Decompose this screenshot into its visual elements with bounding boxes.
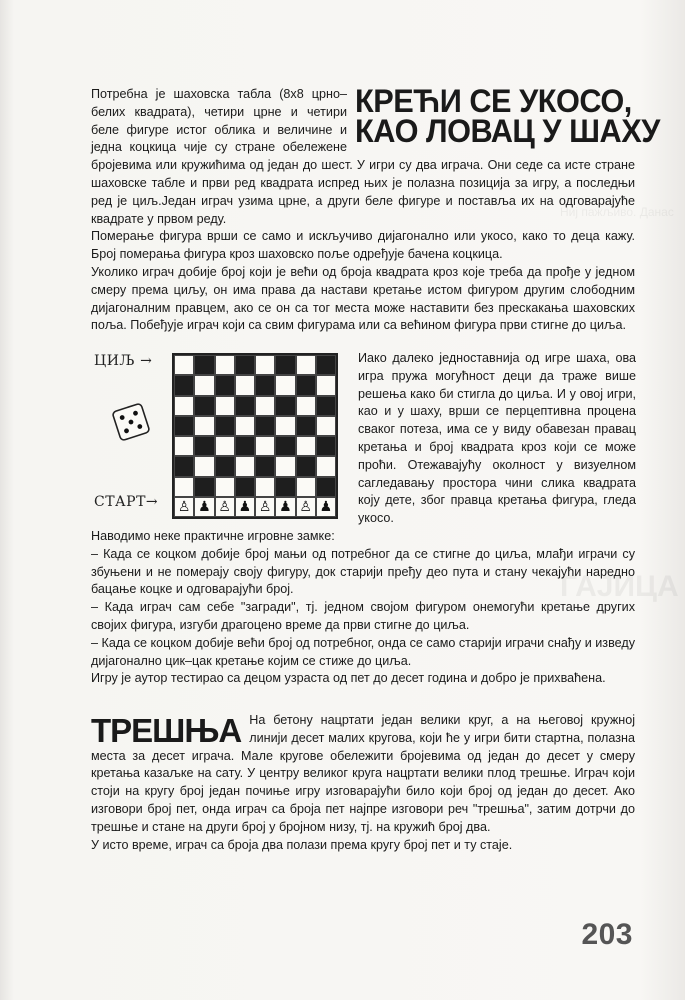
- board-square: [275, 456, 295, 476]
- board-square: [316, 456, 336, 476]
- board-square: [255, 416, 275, 436]
- commentary-paragraph: Иако далеко једноставнија од игре шаха, ова игра пружа могућност деци да траже више решења како би стигла до циља. И у овој игри, као и у шаху, врши се перцептивна процена сваког потеза, има се у виду обавезан правац кретања и број квадрата кроз који се може проћи. Отежавајућу околност у визуелном сагледавању простора чини слика квадрата коју дете, због правца кретања фигура, гледа укосо.: [358, 351, 636, 526]
- board-square: [275, 416, 295, 436]
- board-square: [275, 396, 295, 416]
- board-square: [194, 436, 214, 456]
- board-square: [296, 396, 316, 416]
- dice-icon: [110, 401, 153, 444]
- trap-item: – Када се коцком добије број мањи од потребног да се стигне до циља, млађи играчи су збуњени и не померају своју фигуру, док старији пређу део пута и стану чекајући наредно бацање коцке и одговарајући број.: [91, 546, 635, 597]
- board-square: [194, 396, 214, 416]
- movement-paragraph: Померање фигура врши се само и искључиво дијагонално или укосо, како то деца кажу. Број померања фигура кроз шаховско поље одређује бачена коцкица.: [91, 229, 635, 262]
- game-traps-section: [91, 528, 635, 688]
- intro-paragraph: Потребна је шаховска табла (8х8 црно–белих квадрата), четири црне и четири беле фигуре истог облика и величине и једна коцкица чије су стране обележене бројевима или кружићима од један до шест. У игри су два играча. Они седе са исте стране шаховске табле и први ред квадрата испред њих је полазна позиција за игру, а последњи ред је циљ.Један играч узима црне, а други беле фигуре и поставља их на одговарајуће квадрате у првом реду.: [91, 87, 635, 226]
- board-square: [194, 355, 214, 375]
- board-square: [215, 375, 235, 395]
- board-square: [296, 355, 316, 375]
- board-square: [174, 375, 194, 395]
- chess-piece-icon: ♟: [316, 497, 336, 517]
- cherry-rules-paragraph-2: У исто време, играч са броја два полази према кругу број пет и ту стаје.: [91, 837, 513, 852]
- article-cherry: [91, 712, 635, 854]
- chessboard-illustration: [92, 348, 347, 526]
- board-square: [194, 456, 214, 476]
- board-square: [255, 456, 275, 476]
- board-square: [296, 375, 316, 395]
- board-square: [174, 456, 194, 476]
- board-square: [174, 477, 194, 497]
- arrow-right-icon: →: [140, 353, 153, 369]
- page-number: 203: [581, 918, 633, 951]
- article-title: ТРЕШЊА: [91, 712, 242, 749]
- board-square: [215, 355, 235, 375]
- board-square: [215, 416, 235, 436]
- board-square: [235, 436, 255, 456]
- closing-paragraph: Игру је аутор тестирао са децом узраста од пет до десет година и добро је прихваћена.: [91, 671, 606, 686]
- chessboard: [172, 353, 338, 519]
- title-line-2: КАО ЛОВАЦ У ШАХУ: [355, 113, 660, 149]
- board-square: [215, 456, 235, 476]
- board-square: [275, 375, 295, 395]
- board-square: [215, 396, 235, 416]
- article-title: [355, 83, 660, 149]
- goal-label: ЦИЉ →: [94, 353, 153, 369]
- chess-piece-icon: ♙: [296, 497, 316, 517]
- board-square: [174, 436, 194, 456]
- board-square: [255, 375, 275, 395]
- board-square: [255, 396, 275, 416]
- board-square: [235, 416, 255, 436]
- board-square: [174, 416, 194, 436]
- board-square: [235, 396, 255, 416]
- board-square: [296, 436, 316, 456]
- traps-intro: Наводимо неке практичне игровне замке:: [91, 529, 335, 543]
- bleed-through-text: Ниј пажљиво. Данас: [560, 205, 674, 219]
- board-square: [316, 375, 336, 395]
- title-line-1: КРЕЋИ СЕ УКОСО,: [355, 83, 632, 119]
- board-square: [275, 436, 295, 456]
- board-square: [255, 436, 275, 456]
- arrow-right-icon: →: [145, 494, 159, 510]
- chess-piece-icon: ♙: [215, 497, 235, 517]
- trap-item: – Када се коцком добије већи број од потребног, онда се само старији играчи снађу и изведу дијагонално цик–цак кретање којим се стиже до циља.: [91, 635, 635, 668]
- board-square: [235, 477, 255, 497]
- board-square: [316, 355, 336, 375]
- board-square: [316, 436, 336, 456]
- board-square: [275, 477, 295, 497]
- board-square: [296, 416, 316, 436]
- board-square: [194, 416, 214, 436]
- board-square: [296, 456, 316, 476]
- chess-piece-icon: ♙: [255, 497, 275, 517]
- board-square: [215, 436, 235, 456]
- board-square: [316, 416, 336, 436]
- board-square: [296, 477, 316, 497]
- board-square: [235, 375, 255, 395]
- trap-item: – Када играч сам себе "загради", тј. једном својом фигуром онемогући кретање других својих фигура, изгуби драгоцено време да први стигне до циља.: [91, 600, 635, 632]
- board-square: [255, 477, 275, 497]
- board-square: [275, 355, 295, 375]
- chess-piece-icon: ♟: [235, 497, 255, 517]
- board-square: [194, 375, 214, 395]
- chess-piece-icon: ♟: [275, 497, 295, 517]
- board-square: [235, 456, 255, 476]
- board-square: [316, 477, 336, 497]
- board-square: [194, 477, 214, 497]
- board-square: [255, 355, 275, 375]
- cherry-rules-paragraph: На бетону нацртати један велики круг, а на његовој кружној линији десет малих кругова, који ће у игри бити стартна, полазна места за десет играча. Мале кругове обележити бројевима од један до десет у смеру кретања казаљке на сату. У центру великог круга нацртати велики плод трешње. Играч који стоји на кругу број један почиње игру изговарајући било који број од један до десет. Ако изговори број пет, онда играч са броја пет најпре изговори реч "трешња", затим дотрчи до трешње и стане на други број у бројном низу, тј. на кружић број два.: [91, 713, 635, 834]
- board-square: [215, 477, 235, 497]
- article-chess-diagonal: [91, 83, 660, 335]
- bleed-through-heading: ГАЈИЦА: [560, 570, 679, 603]
- rules-paragraph: Уколико играч добије број који је већи од броја квадрата кроз које треба да прође у једном смеру према циљу, он има права да настави кретање истом фигуром другим слободним дијагоналним правцем, ако се он са тог места може наставити без прескакања шаховских поља. Побеђује играч који са свим фигурама или са већином фигура први стигне до циља.: [91, 264, 635, 333]
- start-label: СТАРТ→: [94, 494, 159, 510]
- board-square: [316, 396, 336, 416]
- board-square: [174, 396, 194, 416]
- side-commentary: [358, 350, 636, 528]
- chess-piece-icon: ♟: [194, 497, 214, 517]
- board-square: [235, 355, 255, 375]
- chess-piece-icon: ♙: [174, 497, 194, 517]
- board-square: [174, 355, 194, 375]
